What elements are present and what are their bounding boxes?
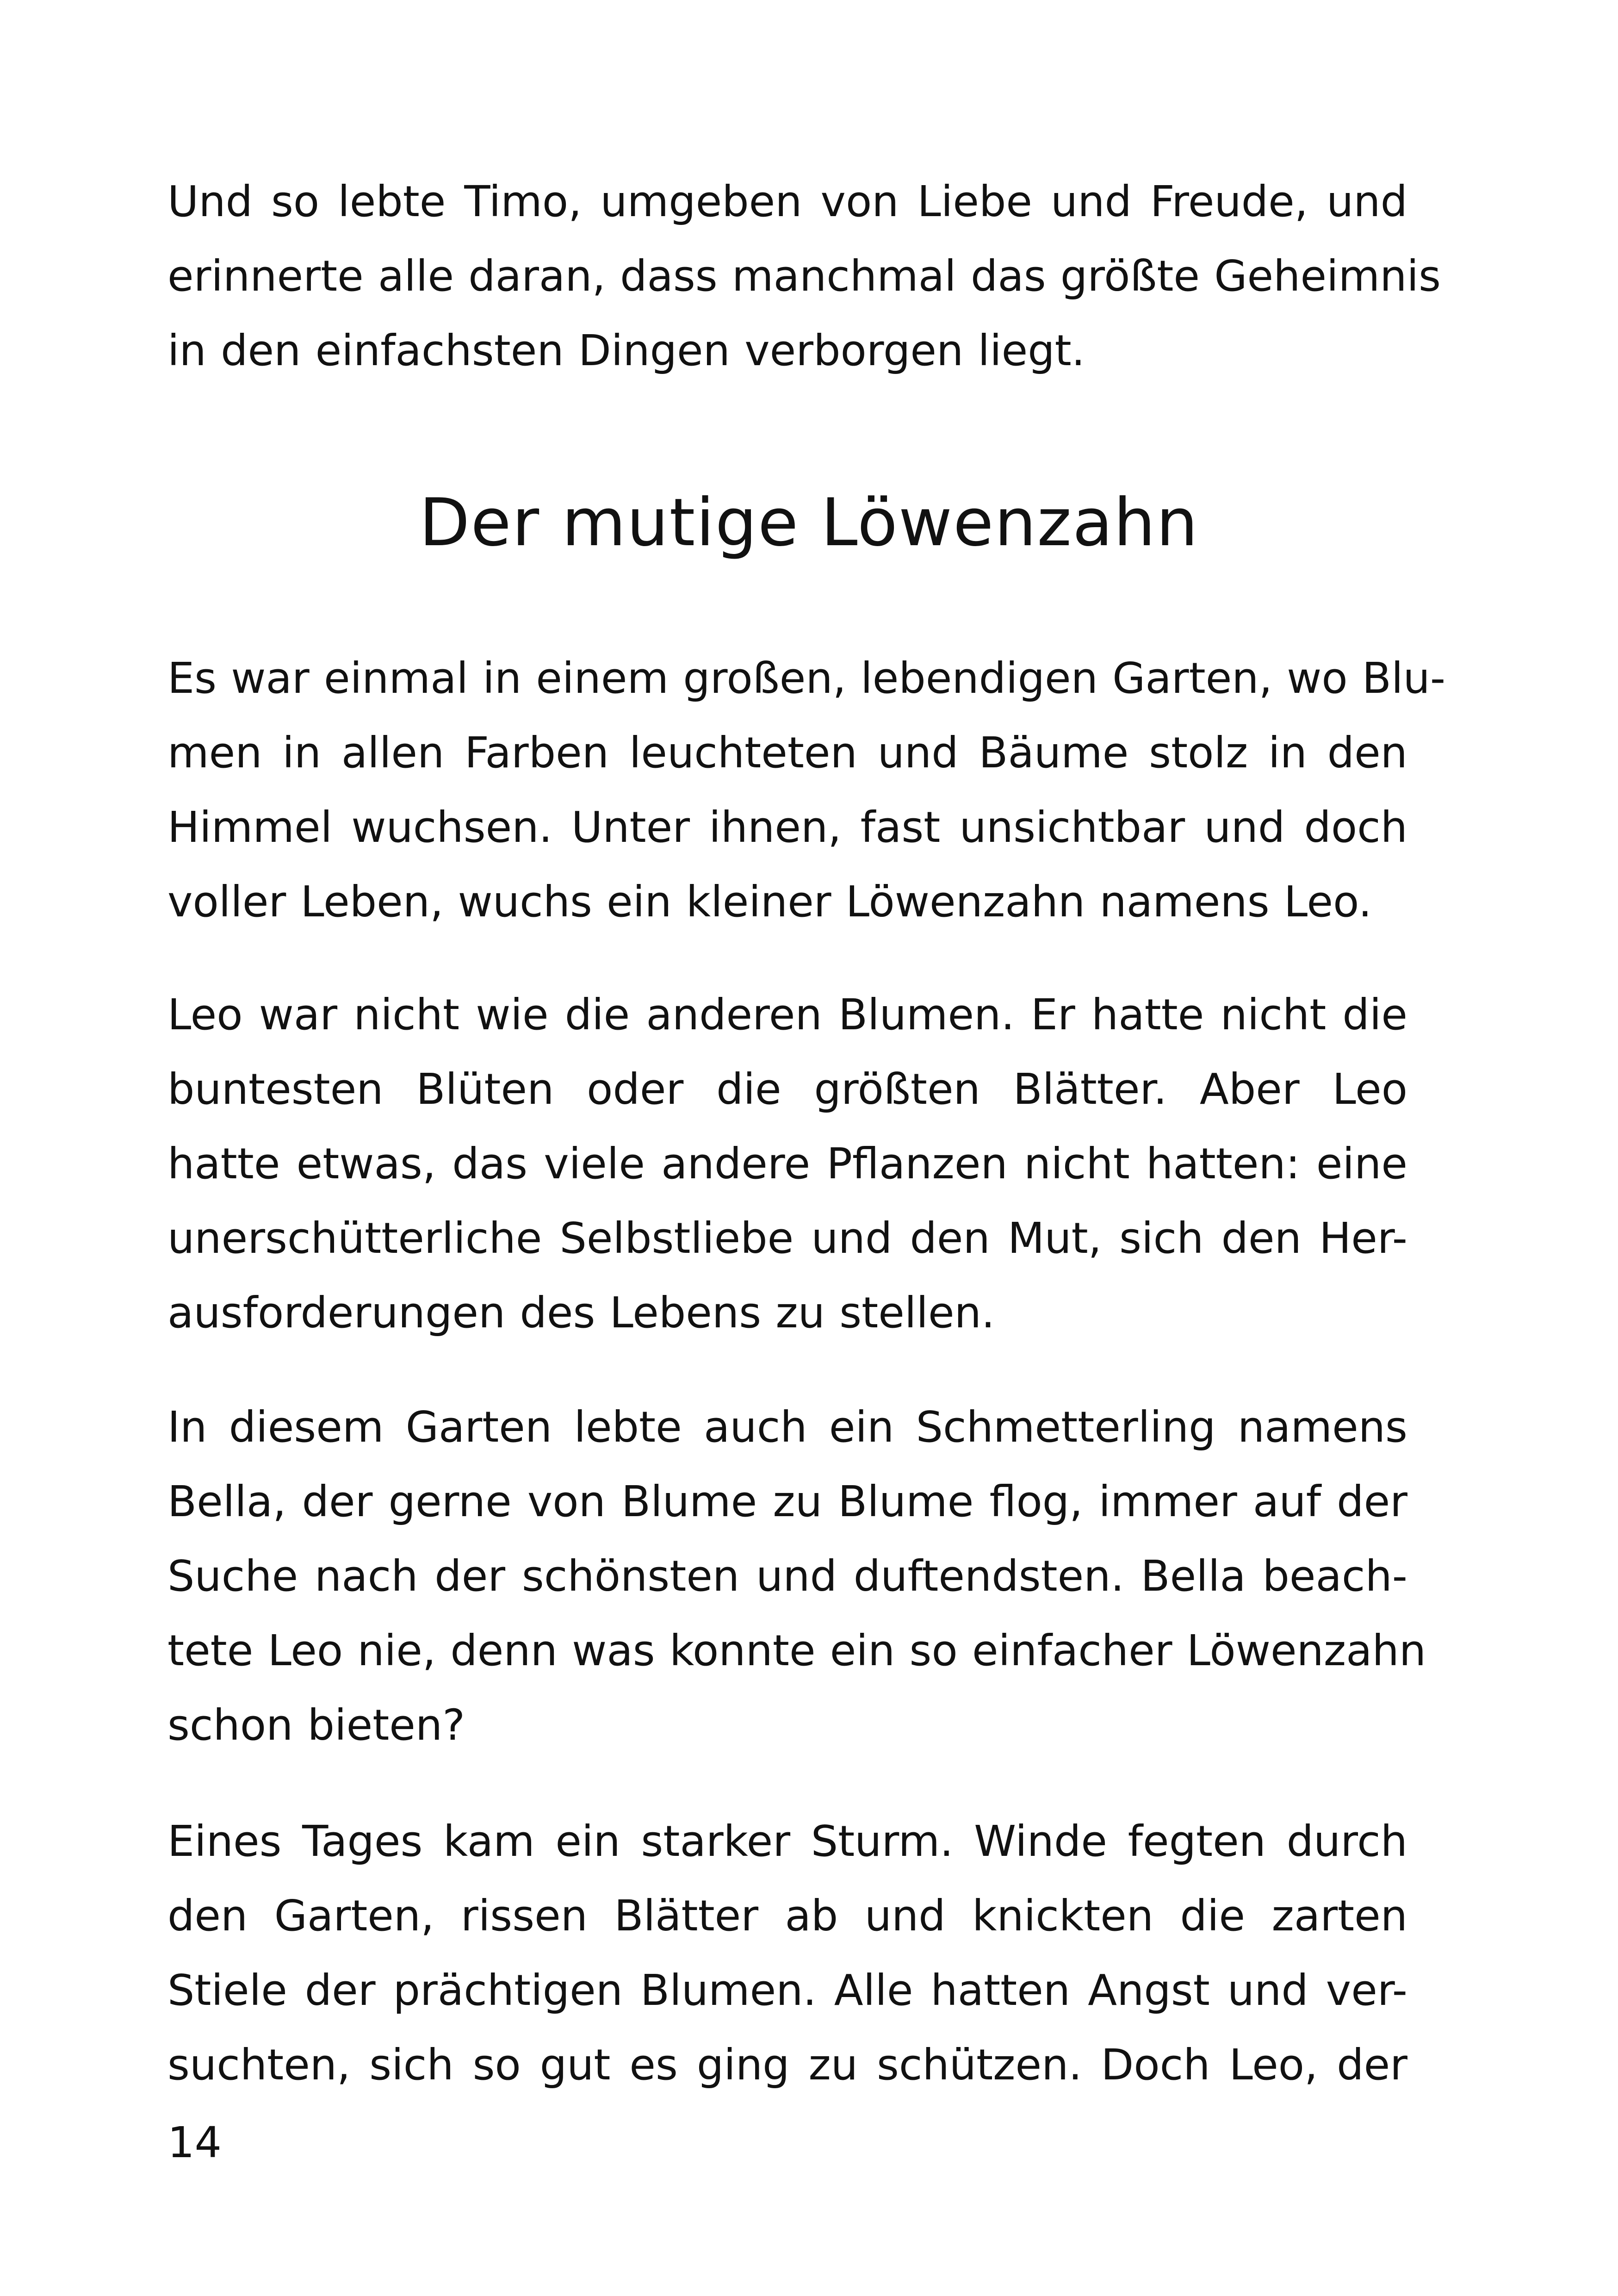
page-number: 14 xyxy=(167,2118,222,2167)
text-line: suchten, sich so gut es ging zu schützen. Doch Leo, der xyxy=(167,2040,1407,2090)
text-line: Suche nach der schönsten und duftendsten. Bella beach- xyxy=(167,1551,1407,1601)
paragraph-3 xyxy=(167,1390,1426,1762)
text-line: schon bieten? xyxy=(167,1700,465,1750)
paragraph-1 xyxy=(167,641,1446,939)
paragraph-4 xyxy=(167,1804,1407,2102)
text-line: voller Leben, wuchs ein kleiner Löwenzahn namens Leo. xyxy=(167,877,1372,927)
text-line: buntesten Blüten oder die größten Blätter. Aber Leo xyxy=(167,1064,1407,1114)
text-line: den Garten, rissen Blätter ab und knickten die zarten xyxy=(167,1891,1407,1941)
text-line: Himmel wuchsen. Unter ihnen, fast unsichtbar und doch xyxy=(167,803,1407,852)
text-line: In diesem Garten lebte auch ein Schmetterling namens xyxy=(167,1402,1407,1452)
text-line: unerschütterliche Selbstliebe und den Mut, sich den Her- xyxy=(167,1213,1407,1263)
text-line: Eines Tages kam ein starker Sturm. Winde fegten durch xyxy=(167,1817,1407,1866)
text-line: Bella, der gerne von Blume zu Blume flog, immer auf der xyxy=(167,1477,1407,1526)
text-line: Und so lebte Timo, umgeben von Liebe und Freude, und xyxy=(167,177,1407,226)
text-line: ausforderungen des Lebens zu stellen. xyxy=(167,1288,995,1338)
chapter-title: Der mutige Löwenzahn xyxy=(419,485,1199,561)
paragraph-2 xyxy=(167,977,1407,1350)
text-line: tete Leo nie, denn was konnte ein so einfacher Löwenzahn xyxy=(167,1626,1426,1675)
intro-paragraph xyxy=(167,164,1441,388)
text-line: men in allen Farben leuchteten und Bäume stolz in den xyxy=(167,728,1407,778)
text-line: in den einfachsten Dingen verborgen liegt. xyxy=(167,326,1085,375)
text-line: Leo war nicht wie die anderen Blumen. Er hatte nicht die xyxy=(167,990,1407,1039)
text-line: Es war einmal in einem großen, lebendigen Garten, wo Blu- xyxy=(167,653,1446,703)
text-line: Stiele der prächtigen Blumen. Alle hatten Angst und ver- xyxy=(167,1966,1407,2015)
text-line: hatte etwas, das viele andere Pflanzen nicht hatten: eine xyxy=(167,1139,1407,1188)
text-line: erinnerte alle daran, dass manchmal das größte Geheimnis xyxy=(167,251,1441,301)
